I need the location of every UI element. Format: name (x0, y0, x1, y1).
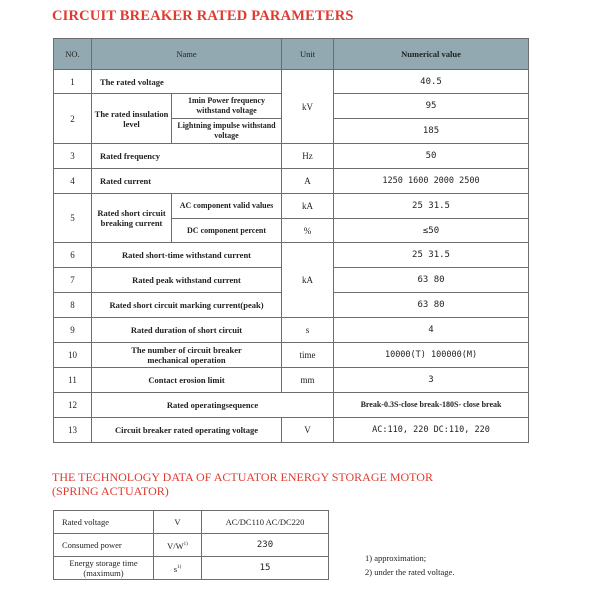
row-value: 25 31.5 (334, 194, 529, 219)
motor-row-name: Rated voltage (54, 511, 154, 534)
motor-row-unit: V/W (167, 540, 184, 551)
motor-row-name: Consumed power (54, 534, 154, 557)
row-subname: 1min Power frequency withstand voltage (172, 94, 282, 119)
row-unit: time (282, 343, 334, 368)
row-value: 63 80 (334, 293, 529, 318)
row-no: 4 (54, 169, 92, 194)
row-value: 25 31.5 (334, 243, 529, 268)
header-name: Name (92, 39, 282, 70)
table-row (54, 318, 529, 343)
table-header-row (54, 39, 529, 70)
table-row (54, 70, 529, 94)
row-name: Rated short-time withstand current (92, 243, 282, 268)
rated-parameters-table (53, 38, 529, 443)
row-no: 6 (54, 243, 92, 268)
row-no: 8 (54, 293, 92, 318)
row-unit: A (282, 169, 334, 194)
footnotes (365, 551, 454, 579)
page-title: CIRCUIT BREAKER RATED PARAMETERS (52, 8, 354, 24)
row-subname: DC component percent (172, 219, 282, 243)
row-name: The number of circuit breaker mechanical operation (92, 343, 282, 368)
table-row (54, 243, 529, 268)
row-value: Break-0.3S-close break-180S- close break (334, 393, 529, 418)
table-row (54, 343, 529, 368)
motor-row-value: 15 (202, 557, 329, 580)
row-unit: V (282, 418, 334, 443)
table-row (54, 534, 329, 557)
motor-row-unit: s (173, 563, 178, 574)
row-name: Rated operatingsequence (92, 393, 334, 418)
row-value: 185 (334, 119, 529, 144)
row-no: 9 (54, 318, 92, 343)
table-row (54, 557, 329, 580)
row-no: 5 (54, 194, 92, 243)
motor-row-value: AC/DC110 AC/DC220 (202, 511, 329, 534)
row-name: Rated current (92, 169, 282, 194)
row-value: ≤50 (334, 219, 529, 243)
row-unit: kV (282, 70, 334, 144)
row-name: Rated short circuit breaking current (92, 194, 172, 243)
row-value: 50 (334, 144, 529, 169)
motor-row-name: Energy storage time (maximum) (54, 557, 154, 580)
row-no: 1 (54, 70, 92, 94)
row-no: 3 (54, 144, 92, 169)
footnote-1: 1) approximation; (365, 553, 427, 563)
table-row (54, 511, 329, 534)
row-name: Contact erosion limit (92, 368, 282, 393)
row-name: The rated voltage (92, 70, 282, 94)
footnote-mark: 1) (183, 541, 188, 547)
row-unit: Hz (282, 144, 334, 169)
header-unit: Unit (282, 39, 334, 70)
motor-section-title: THE TECHNOLOGY DATA OF ACTUATOR ENERGY STORAGE MOTOR (SPRING ACTUATOR) (52, 470, 433, 498)
row-name: Rated frequency (92, 144, 282, 169)
row-value: 10000(T) 100000(M) (334, 343, 529, 368)
row-name: Circuit breaker rated operating voltage (92, 418, 282, 443)
row-value: 63 80 (334, 268, 529, 293)
row-no: 2 (54, 94, 92, 144)
row-subname: AC component valid values (172, 194, 282, 219)
row-no: 11 (54, 368, 92, 393)
row-name: The rated insulation level (92, 94, 172, 144)
header-value: Numerical value (334, 39, 529, 70)
row-value: 4 (334, 318, 529, 343)
table-row (54, 368, 529, 393)
table-row (54, 194, 529, 219)
table-row (54, 418, 529, 443)
row-no: 7 (54, 268, 92, 293)
row-unit: mm (282, 368, 334, 393)
row-value: 40.5 (334, 70, 529, 94)
footnote-2: 2) under the rated voltage. (365, 567, 455, 577)
row-value: AC:110, 220 DC:110, 220 (334, 418, 529, 443)
row-unit: % (282, 219, 334, 243)
row-no: 13 (54, 418, 92, 443)
row-unit: kA (282, 194, 334, 219)
row-no: 10 (54, 343, 92, 368)
table-row (54, 169, 529, 194)
table-row (54, 393, 529, 418)
row-value: 1250 1600 2000 2500 (334, 169, 529, 194)
row-no: 12 (54, 393, 92, 418)
motor-row-unit-cell (154, 534, 202, 557)
table-row (54, 144, 529, 169)
row-unit: kA (282, 243, 334, 318)
motor-row-value: 230 (202, 534, 329, 557)
motor-data-table (53, 510, 329, 580)
row-name: Rated duration of short circuit (92, 318, 282, 343)
row-value: 95 (334, 94, 529, 119)
header-no: NO. (54, 39, 92, 70)
motor-row-unit-cell (154, 557, 202, 580)
row-name: Rated peak withstand current (92, 268, 282, 293)
row-unit: s (282, 318, 334, 343)
row-subname: Lightning impulse withstand voltage (172, 119, 282, 144)
footnote-mark: 1) (177, 564, 182, 570)
row-name: Rated short circuit marking current(peak) (92, 293, 282, 318)
row-value: 3 (334, 368, 529, 393)
motor-row-unit: V (154, 511, 202, 534)
